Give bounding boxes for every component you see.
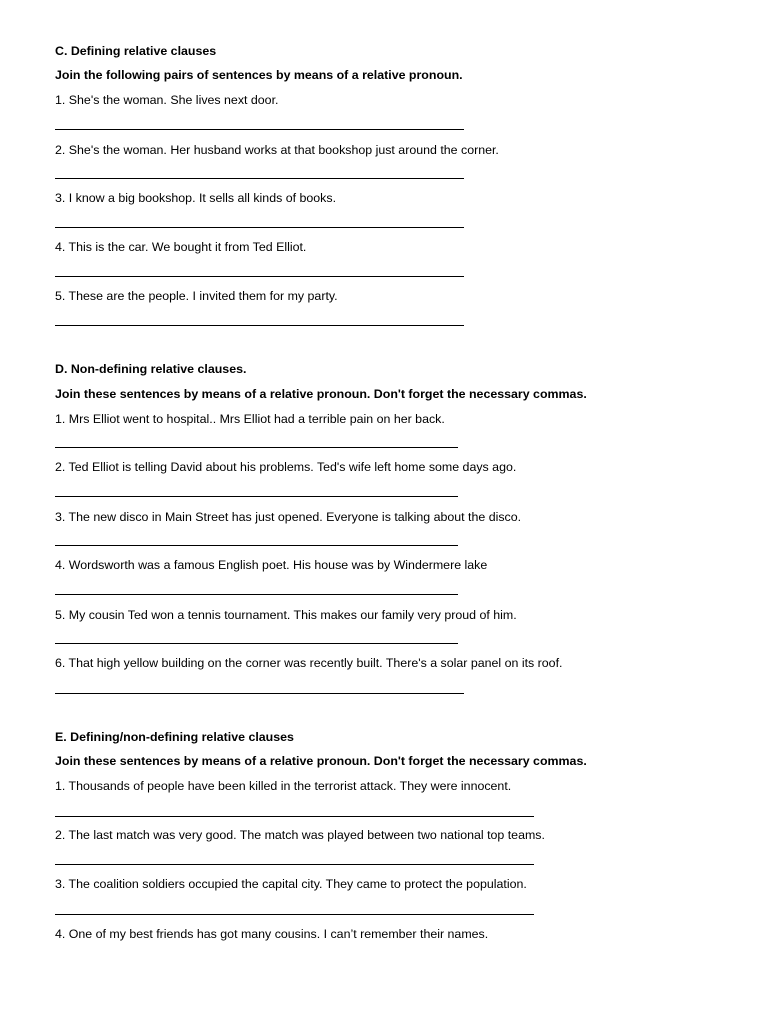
section-c-instruction: Join the following pairs of sentences by means of a relative pronoun. (55, 68, 463, 82)
answer-line-d3[interactable] (55, 545, 458, 546)
section-e-heading: E. Defining/non-defining relative clauses (55, 730, 294, 744)
answer-line-c4[interactable] (55, 276, 464, 277)
section-e-item-3: 3. The coalition soldiers occupied the capital city. They came to protect the population. (55, 877, 527, 891)
answer-line-e2[interactable] (55, 864, 534, 865)
answer-line-d6[interactable] (55, 693, 464, 694)
section-e-item-4: 4. One of my best friends has got many cousins. I can’t remember their names. (55, 927, 489, 941)
section-d-item-5: 5. My cousin Ted won a tennis tournament. This makes our family very proud of him. (55, 608, 517, 622)
answer-line-c3[interactable] (55, 227, 464, 228)
answer-line-c2[interactable] (55, 178, 464, 179)
answer-line-d5[interactable] (55, 643, 458, 644)
section-e-item-2: 2. The last match was very good. The match was played between two national top teams. (55, 828, 545, 842)
answer-line-e3[interactable] (55, 914, 534, 915)
section-c-item-1: 1. She's the woman. She lives next door. (55, 93, 279, 107)
answer-line-e1[interactable] (55, 816, 534, 817)
answer-line-c5[interactable] (55, 325, 464, 326)
section-d-item-3: 3. The new disco in Main Street has just opened. Everyone is talking about the disco. (55, 510, 522, 524)
answer-line-d2[interactable] (55, 496, 458, 497)
section-d-item-6: 6. That high yellow building on the corner was recently built. There's a solar panel on its roof. (55, 656, 563, 670)
section-d-item-4: 4. Wordsworth was a famous English poet. His house was by Windermere lake (55, 558, 488, 572)
section-c-item-4: 4. This is the car. We bought it from Ted Elliot. (55, 240, 307, 254)
section-c-heading: C. Defining relative clauses (55, 44, 217, 58)
section-d-item-2: 2. Ted Elliot is telling David about his problems. Ted's wife left home some days ago. (55, 460, 517, 474)
section-c-item-3: 3. I know a big bookshop. It sells all kinds of books. (55, 191, 337, 205)
section-e-instruction: Join these sentences by means of a relative pronoun. Don't forget the necessary commas. (55, 754, 587, 768)
answer-line-d1[interactable] (55, 447, 458, 448)
answer-line-c1[interactable] (55, 129, 464, 130)
section-d-instruction: Join these sentences by means of a relative pronoun. Don't forget the necessary commas. (55, 387, 587, 401)
section-d-heading: D. Non-defining relative clauses. (55, 362, 247, 376)
section-e-item-1: 1. Thousands of people have been killed in the terrorist attack. They were innocent. (55, 779, 512, 793)
section-c-item-2: 2. She's the woman. Her husband works at that bookshop just around the corner. (55, 143, 499, 157)
section-d-item-1: 1. Mrs Elliot went to hospital.. Mrs Elliot had a terrible pain on her back. (55, 412, 445, 426)
section-c-item-5: 5. These are the people. I invited them for my party. (55, 289, 338, 303)
answer-line-d4[interactable] (55, 594, 458, 595)
